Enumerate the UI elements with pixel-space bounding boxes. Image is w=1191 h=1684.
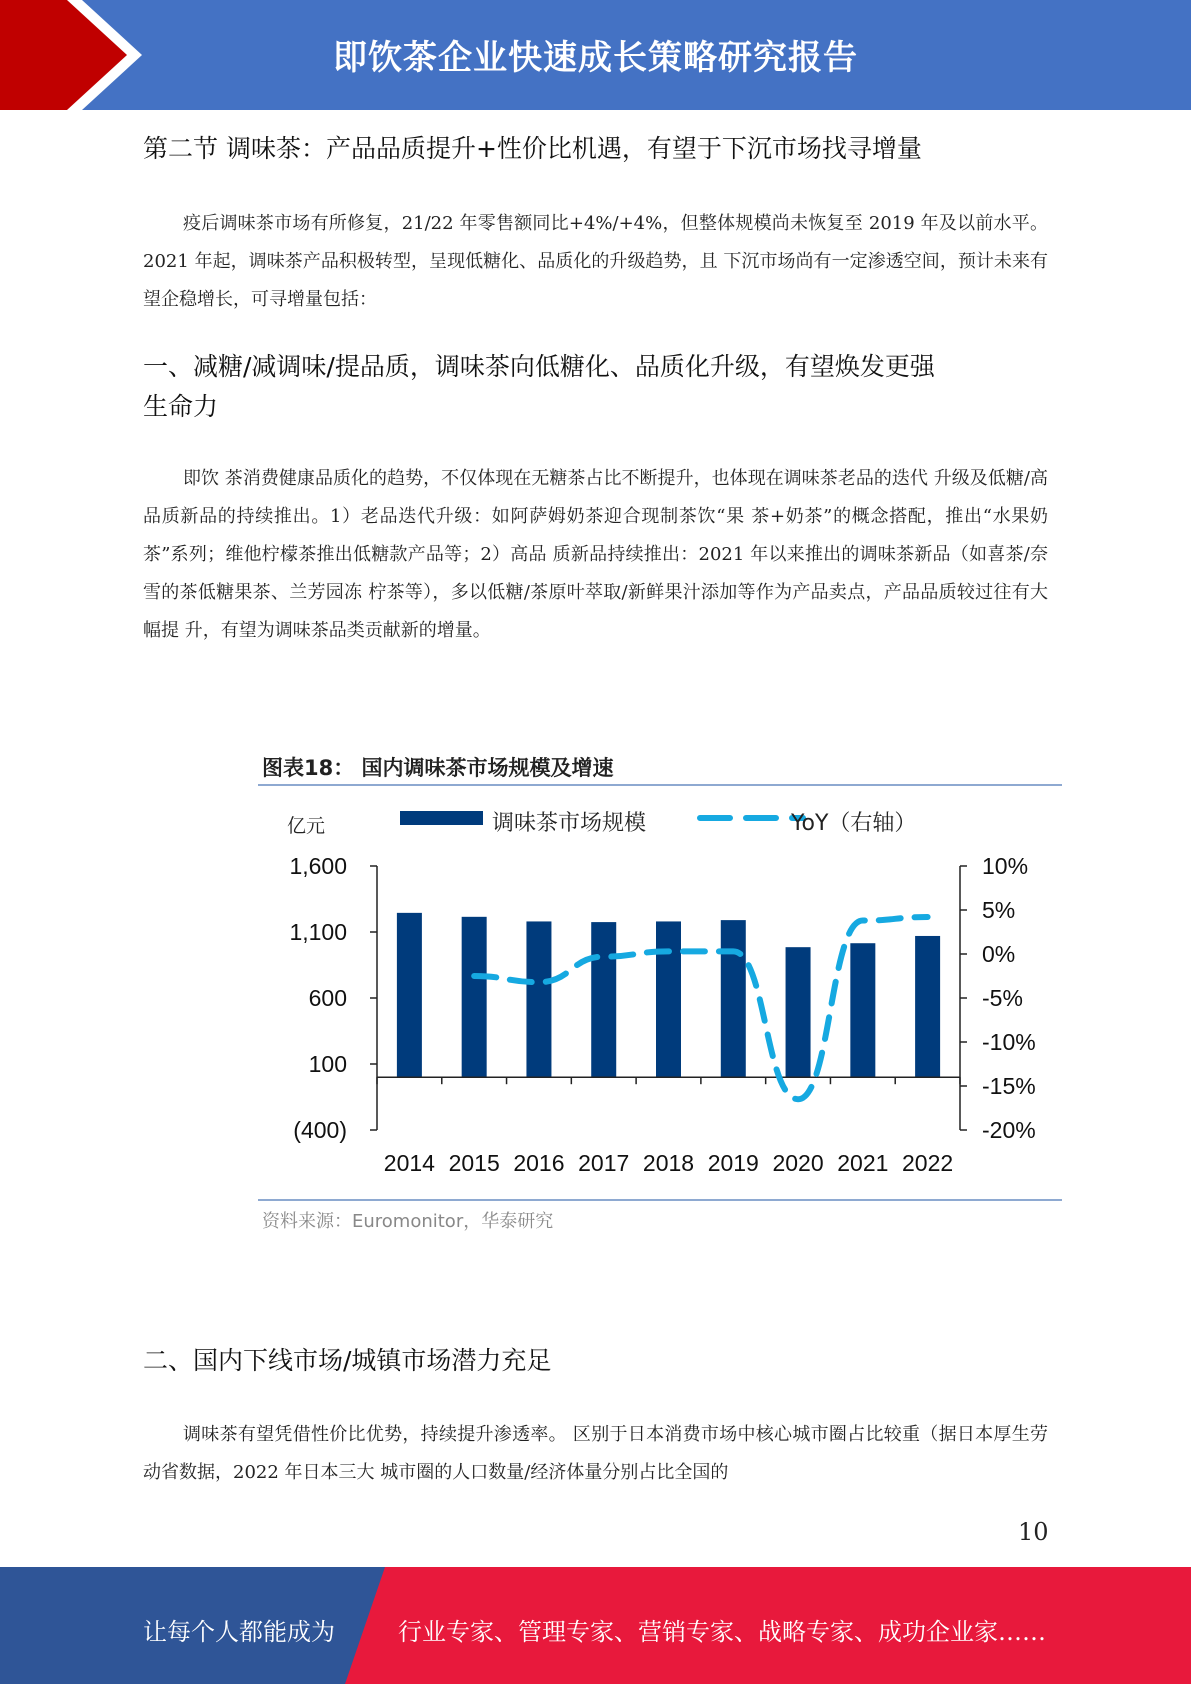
y-tick-label-left: 1,600 bbox=[289, 853, 347, 879]
y-tick-label-right: 5% bbox=[982, 897, 1016, 923]
legend-bar-swatch bbox=[400, 811, 483, 825]
bar-2020 bbox=[786, 947, 811, 1077]
x-tick-label: 2020 bbox=[772, 1150, 824, 1176]
legend-line-label: YoY（右轴） bbox=[791, 811, 917, 836]
chart-source: 资料来源：Euromonitor，华泰研究 bbox=[262, 1211, 554, 1232]
bar-2022 bbox=[915, 936, 940, 1077]
y-unit-label: 亿元 bbox=[287, 815, 326, 837]
y-tick-label-right: -20% bbox=[982, 1117, 1036, 1143]
footer-slogan-left: 让每个人都能成为 bbox=[143, 1618, 335, 1646]
header-banner bbox=[0, 0, 1191, 110]
y-tick-label-right: -10% bbox=[982, 1029, 1036, 1055]
y-tick-label-left: (400) bbox=[293, 1117, 347, 1143]
subsection-1-title-line2: 生命力 bbox=[143, 392, 219, 421]
bar-2021 bbox=[850, 943, 875, 1077]
x-tick-label: 2018 bbox=[642, 1150, 695, 1176]
bar-2018 bbox=[656, 921, 681, 1077]
bar-2016 bbox=[526, 921, 551, 1077]
x-tick-label: 2015 bbox=[448, 1150, 500, 1176]
bar-2017 bbox=[591, 922, 616, 1077]
y-tick-label-right: -5% bbox=[982, 985, 1023, 1011]
x-tick-label: 2016 bbox=[513, 1150, 565, 1176]
bar-2014 bbox=[397, 913, 422, 1077]
x-tick-label: 2019 bbox=[707, 1150, 759, 1176]
x-tick-label: 2022 bbox=[902, 1150, 954, 1176]
y-tick-label-left: 100 bbox=[308, 1051, 347, 1077]
section-title: 第二节 调味茶：产品品质提升+性价比机遇，有望于下沉市场找寻增量 bbox=[143, 134, 922, 163]
y-tick-label-right: -15% bbox=[982, 1073, 1036, 1099]
legend-bar-label: 调味茶市场规模 bbox=[492, 811, 647, 836]
bar-2015 bbox=[462, 917, 487, 1077]
subsection-2-title: 二、国内下线市场/城镇市场潜力充足 bbox=[143, 1346, 552, 1375]
report-title: 即饮茶企业快速成长策略研究报告 bbox=[333, 38, 858, 78]
y-tick-label-right: 0% bbox=[982, 941, 1016, 967]
intro-paragraph: 疫后调味茶市场有所修复，21/22 年零售额同比+4%/+4%，但整体规模尚未恢复至 2019 年及以前水平。2021 年起，调味茶产品积极转型，呈现低糖化、品质化的升级趋势，且 下沉市场尚有一定渗透空间，预计未来有望企稳增长，可寻增量包括： bbox=[143, 213, 1048, 310]
y-tick-label-left: 1,100 bbox=[289, 919, 347, 945]
x-tick-label: 2017 bbox=[578, 1150, 630, 1176]
chart-title: 图表18： 国内调味茶市场规模及增速 bbox=[262, 756, 614, 780]
x-tick-label: 2014 bbox=[383, 1150, 435, 1176]
y-tick-label-left: 600 bbox=[308, 985, 347, 1011]
footer-slogan-right: 行业专家、管理专家、营销专家、战略专家、成功企业家…… bbox=[398, 1618, 1046, 1646]
y-tick-label-right: 10% bbox=[982, 853, 1029, 879]
subsection-1-title-line1: 一、减糖/减调味/提品质，调味茶向低糖化、品质化升级，有望焕发更强 bbox=[143, 352, 935, 381]
yoy-line bbox=[474, 917, 927, 1099]
x-tick-label: 2021 bbox=[837, 1150, 889, 1176]
bar-2019 bbox=[721, 920, 746, 1077]
page-number: 10 bbox=[1018, 1518, 1049, 1546]
subsection-1-paragraph: 即饮 茶消费健康品质化的趋势，不仅体现在无糖茶占比不断提升，也体现在调味茶老品的迭代 升级及低糖/高品质新品的持续推出。1）老品迭代升级：如阿萨姆奶茶迎合现制茶饮“果 茶+奶茶”的概念搭配，推出“水果奶茶”系列；维他柠檬茶推出低糖款产品等；2）高品 质新品持续推出：2021 年以来推出的调味茶新品（如喜茶/奈雪的茶低糖果茶、兰芳园冻 柠茶等），多以低糖/茶原叶萃取/新鲜果汁添加等作为产品卖点，产品品质较过往有大幅提 升，有望为调味茶品类贡献新的增量。 bbox=[143, 468, 1048, 641]
subsection-2-paragraph: 调味茶有望凭借性价比优势，持续提升渗透率。 区别于日本消费市场中核心城市圈占比较重（据日本厚生劳动省数据，2022 年日本三大 城市圈的人口数量/经济体量分别占比全国的 bbox=[143, 1424, 1048, 1483]
